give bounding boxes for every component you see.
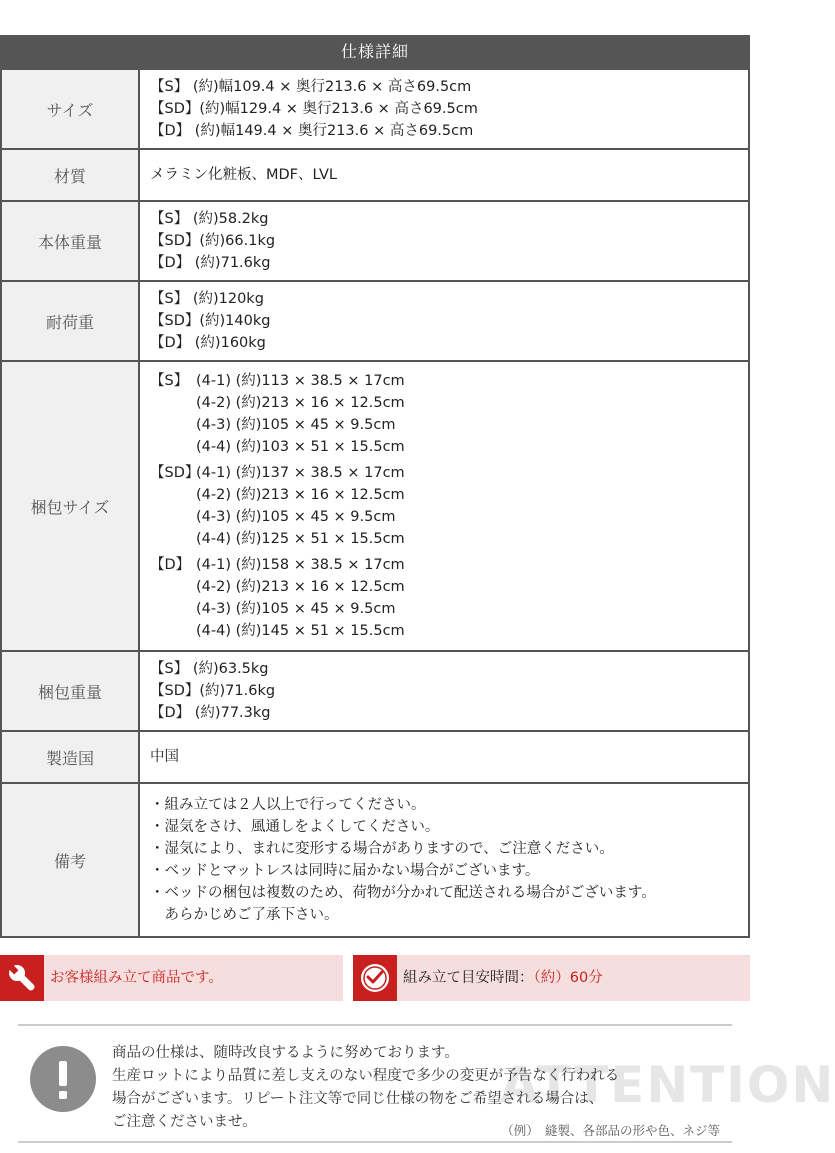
value-material xyxy=(139,149,749,201)
notice-line: ご注意くださいませ。 xyxy=(112,1114,257,1130)
origin-line: 中国 xyxy=(150,749,179,765)
load-line: 【SD】(約)140kg xyxy=(150,313,271,329)
clock-icon xyxy=(353,955,397,1001)
notice-example: （例） 縫製、各部品の形や色、ネジ等 xyxy=(501,1123,720,1138)
package-item: (4-1) (約)137 × 38.5 × 17cm xyxy=(196,465,405,481)
spec-row-size xyxy=(1,69,749,149)
package-item: (4-3) (約)105 × 45 × 9.5cm xyxy=(196,509,396,525)
notice-line: 場合がございます。リピート注文等で同じ仕様の物をご希望される場合は、 xyxy=(112,1091,604,1107)
weight-line: 【SD】(約)66.1kg xyxy=(150,233,276,249)
notice-bottom-divider xyxy=(18,1141,732,1143)
package-item: (4-1) (約)113 × 38.5 × 17cm xyxy=(196,373,405,389)
wrench-icon xyxy=(0,955,44,1001)
spec-row-material xyxy=(1,149,749,201)
package-group-d xyxy=(150,554,748,642)
label-origin: 製造国 xyxy=(1,731,139,783)
note-line: あらかじめご了承下さい。 xyxy=(150,907,339,923)
assembly-time-label: 組み立て目安時間： xyxy=(403,970,534,986)
package-tag: 【D】 xyxy=(150,557,191,573)
package-weight-line: 【D】 (約)77.3kg xyxy=(150,705,271,721)
package-weight-line: 【S】 (約)63.5kg xyxy=(150,661,269,677)
label-package-size: 梱包サイズ xyxy=(1,361,139,651)
exclamation-icon xyxy=(30,1046,96,1112)
assembly-time-value: （約）60分 xyxy=(533,970,603,986)
weight-line: 【S】 (約)58.2kg xyxy=(150,211,269,227)
package-group-s xyxy=(150,370,748,458)
package-tag: 【SD】 xyxy=(150,465,200,481)
spec-row-notes xyxy=(1,783,749,937)
package-item: (4-2) (約)213 × 16 × 12.5cm xyxy=(196,395,405,411)
package-item: (4-1) (約)158 × 38.5 × 17cm xyxy=(196,557,405,573)
label-material: 材質 xyxy=(1,149,139,201)
material-line: メラミン化粧板、MDF、LVL xyxy=(150,167,337,183)
spec-row-weight xyxy=(1,201,749,281)
package-tag: 【S】 xyxy=(150,373,189,389)
label-load: 耐荷重 xyxy=(1,281,139,361)
value-origin xyxy=(139,731,749,783)
weight-line: 【D】 (約)71.6kg xyxy=(150,255,271,271)
note-line: ・ベッドの梱包は複数のため、荷物が分かれて配送される場合がございます。 xyxy=(150,885,656,901)
package-weight-line: 【SD】(約)71.6kg xyxy=(150,683,276,699)
package-item: (4-4) (約)103 × 51 × 15.5cm xyxy=(196,439,405,455)
value-weight xyxy=(139,201,749,281)
package-item: (4-2) (約)213 × 16 × 12.5cm xyxy=(196,579,405,595)
size-line: 【D】 (約)幅149.4 × 奥行213.6 × 高さ69.5cm xyxy=(150,123,474,139)
package-item: (4-3) (約)105 × 45 × 9.5cm xyxy=(196,417,396,433)
assembly-time-text xyxy=(403,955,603,1001)
label-size: サイズ xyxy=(1,69,139,149)
spec-table xyxy=(0,68,750,938)
spec-row-origin xyxy=(1,731,749,783)
notice-line: 商品の仕様は、随時改良するように努めております。 xyxy=(112,1045,459,1061)
load-line: 【S】 (約)120kg xyxy=(150,291,264,307)
size-line: 【S】 (約)幅109.4 × 奥行213.6 × 高さ69.5cm xyxy=(150,79,472,95)
package-item: (4-3) (約)105 × 45 × 9.5cm xyxy=(196,601,396,617)
assembly-text: お客様組み立て商品です。 xyxy=(50,970,223,986)
notice-line: 生産ロットにより品質に差し支えのない程度で多少の変更が予告なく行われる xyxy=(112,1068,620,1084)
assembly-banner xyxy=(0,955,343,1001)
value-load xyxy=(139,281,749,361)
note-line: ・組み立ては２人以上で行ってください。 xyxy=(150,797,426,813)
notice-top-divider xyxy=(18,1024,732,1026)
size-line: 【SD】(約)幅129.4 × 奥行213.6 × 高さ69.5cm xyxy=(150,101,478,117)
label-notes: 備考 xyxy=(1,783,139,937)
assembly-time-banner xyxy=(353,955,750,1001)
note-line: ・ベッドとマットレスは同時に届かない場合がございます。 xyxy=(150,863,540,879)
package-group-sd xyxy=(150,462,748,550)
package-item: (4-2) (約)213 × 16 × 12.5cm xyxy=(196,487,405,503)
spec-row-package-size xyxy=(1,361,749,651)
value-package-weight xyxy=(139,651,749,731)
attention-watermark: ATTENTION xyxy=(500,1056,835,1114)
note-line: ・湿気をさけ、風通しをよくしてください。 xyxy=(150,819,440,835)
load-line: 【D】 (約)160kg xyxy=(150,335,266,351)
spec-row-package-weight xyxy=(1,651,749,731)
value-notes xyxy=(139,783,749,937)
spec-row-load xyxy=(1,281,749,361)
label-weight: 本体重量 xyxy=(1,201,139,281)
value-size xyxy=(139,69,749,149)
note-line: ・湿気により、まれに変形する場合がありますので、ご注意ください。 xyxy=(150,841,614,857)
value-package-size xyxy=(139,361,749,651)
spec-title: 仕様詳細 xyxy=(0,35,750,68)
package-item: (4-4) (約)125 × 51 × 15.5cm xyxy=(196,531,405,547)
package-item: (4-4) (約)145 × 51 × 15.5cm xyxy=(196,623,405,639)
label-package-weight: 梱包重量 xyxy=(1,651,139,731)
